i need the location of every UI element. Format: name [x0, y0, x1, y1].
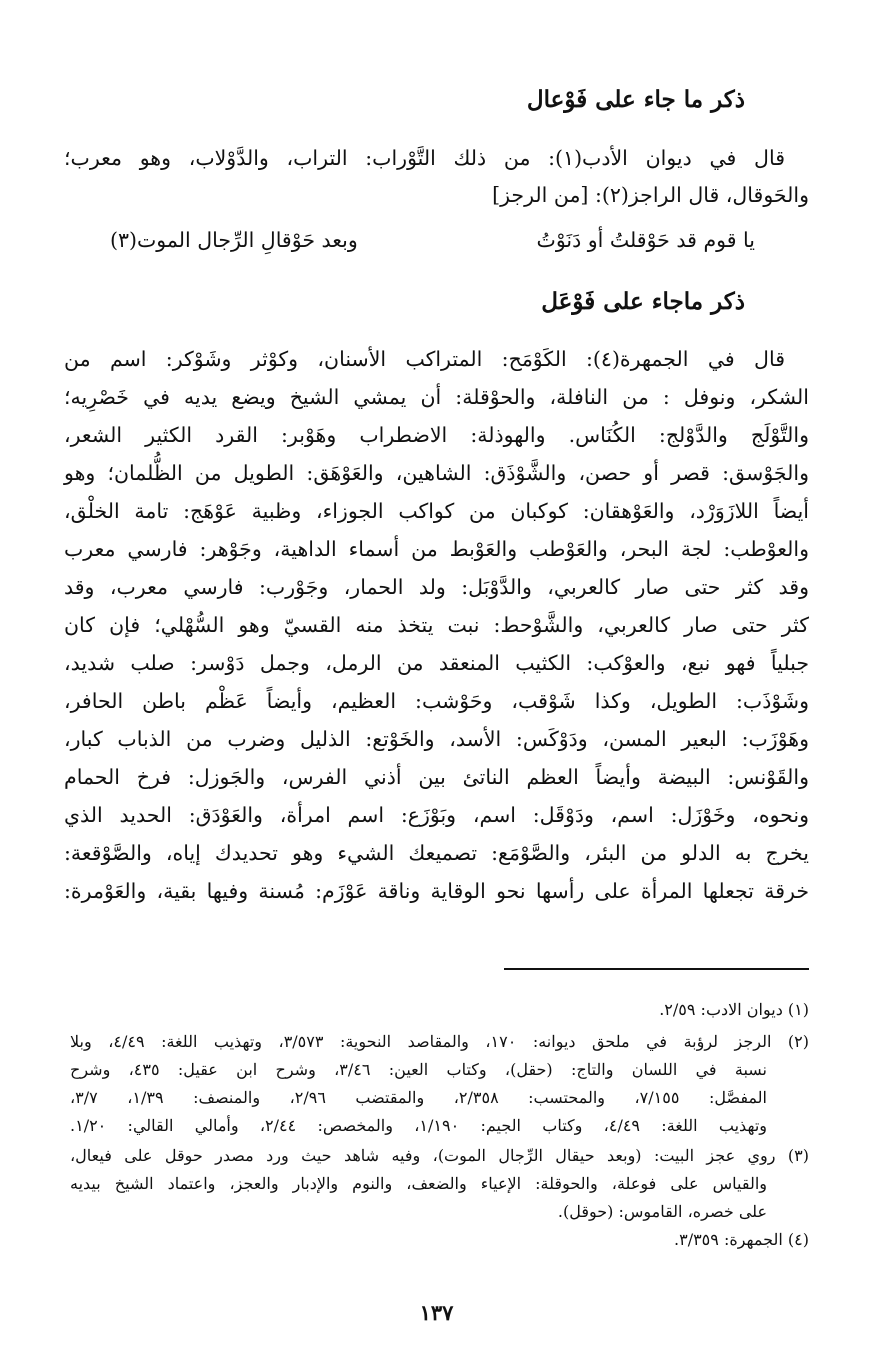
- text-line: أيضاً اللازَوَرْد، والعَوْهقان: كوكبان من كواكب الجوزاء، وظبية عَوْهَج: تامة الخلْق،: [64, 499, 809, 523]
- text-line: والتَّوْلَج والدَّوْلج: الكُنَاس. والهوذلة: الاضطراب وهَوْبر: القرد الكثير الشعر،: [64, 423, 809, 447]
- text-line: والجَوْسق: قصر أو حصن، والشَّوْذَق: الشاهين، والعَوْهَق: الطويل من الظُّلمان؛ وهو: [64, 461, 809, 485]
- footnote-4: (٤) الجمهرة: ٣/٣٥٩.: [674, 1230, 809, 1249]
- text-line: قال في ديوان الأدب(١): من ذلك التَّوْراب: التراب، والدَّوْلاب، وهو معرب؛: [64, 146, 785, 170]
- verse-hemistich-first: يا قوم قد حَوْقلتُ أو دَنَوْتُ: [536, 228, 755, 252]
- section-heading-fawal: ذكر ماجاء على فَوْعَل: [541, 288, 745, 315]
- text-line: ونحوه، وخَوْزَل: اسم، ودَوْقَل: اسم، وبَوْزَع: اسم امرأة، والعَوْدَق: الحديد الذي: [64, 803, 809, 827]
- text-line: وهَوْزَب: البعير المسن، ودَوْكَس: الأسد، والخَوْتع: الذليل وضرب من الذباب كبار،: [64, 727, 809, 751]
- text-line: والعوْطب: لجة البحر، والعَوْطب والعَوْبط من أسماء الداهية، وجَوْهر: فارسي معرب: [64, 537, 809, 561]
- text-line: وشَوْذَب: الطويل، وكذا شَوْقب، وحَوْشب: العظيم، وأيضاً عَظْم باطن الحافر،: [64, 689, 809, 713]
- footnote-3-cont: والقياس على فوعلة، والحوقلة: الإعياء والضعف، والنوم والإدبار والعجز، واعتماد الشيخ بيديه: [70, 1174, 767, 1193]
- text-line: وقد كثر حتى صار كالعربي، والدَّوْبَل: ولد الحمار، وجَوْرب: فارسي معرب، وقد: [64, 575, 809, 599]
- text-line: الشكر، ونوفل : من النافلة، والحوْقلة: أن يمشي الشيخ ويضع يديه في خَصْرِيه؛: [64, 385, 809, 409]
- text-line: جبلياً فهو نبع، والعوْكب: الكثيب المنعقد من الرمل، وجمل دَوْسر: صلب شديد،: [64, 651, 809, 675]
- poetry-verse: [110, 228, 755, 252]
- text-line: والحَوقال، قال الراجز(٢): [من الرجز]: [492, 183, 809, 207]
- footnote-2-cont: المفصَّل: ٧/١٥٥، والمحتسب: ٢/٣٥٨، والمقتضب ٢/٩٦، والمنصف: ١/٣٩، ٣/٧،: [70, 1088, 767, 1107]
- text-line: قال في الجمهرة(٤): الكَوْمَح: المتراكب الأسنان، وكوْثر وشَوْكر: اسم من: [64, 347, 785, 371]
- footnote-2: (٢) الرجز لرؤبة في ملحق ديوانه: ١٧٠، والمقاصد النحوية: ٣/٥٧٣، وتهذيب اللغة: ٤/٤٩، وبلا: [70, 1032, 810, 1051]
- text-line: خرقة تجعلها المرأة على رأسها نحو الوقاية وناقة عَوْزَم: مُسنة وفيها بقية، والعَوْمرة:: [64, 879, 809, 903]
- footnote-2-cont: نسبة في اللسان والتاج: (حقل)، وكتاب العين: ٣/٤٦، وشرح ابن عقيل: ٤٣٥، وشرح: [70, 1060, 767, 1079]
- footnote-2-cont: وتهذيب اللغة: ٤/٤٩، وكتاب الجيم: ١/١٩٠، والمخصص: ٢/٤٤، وأمالي القالي: ١/٢٠.: [70, 1116, 768, 1135]
- section-heading-fawaal: ذكر ما جاء على فَوْعال: [526, 86, 745, 113]
- footnote-separator: [504, 968, 809, 970]
- verse-hemistich-second: وبعد حَوْقالِ الرِّجال الموت(٣): [110, 228, 358, 252]
- footnote-3: (٣) روي عجز البيت: (وبعد حيقال الرِّجال الموت)، وفيه شاهد حيث ورد مصدر حوقل على فيعال،: [70, 1146, 809, 1165]
- page-number: ١٣٧: [419, 1300, 454, 1325]
- text-line: والقَوْنس: البيضة وأيضاً العظم الناتئ بين أذني الفرس، والجَوزل: فرخ الحمام: [64, 765, 809, 789]
- footnote-1: (١) ديوان الادب: ٢/٥٩.: [659, 1000, 809, 1019]
- text-line: كثر حتى صار كالعربي، والشَّوْحط: نبت يتخذ منه القسيّ وهو السُّهْلي؛ فإن كان: [64, 613, 809, 637]
- footnote-3-cont: على خصره، القاموس: (حوقل).: [557, 1202, 767, 1221]
- text-line: يخرج به الدلو من البئر، والصَّوْمَع: تصميعك الشيء وهو تحديدك إياه، والصَّوْقعة:: [64, 841, 809, 865]
